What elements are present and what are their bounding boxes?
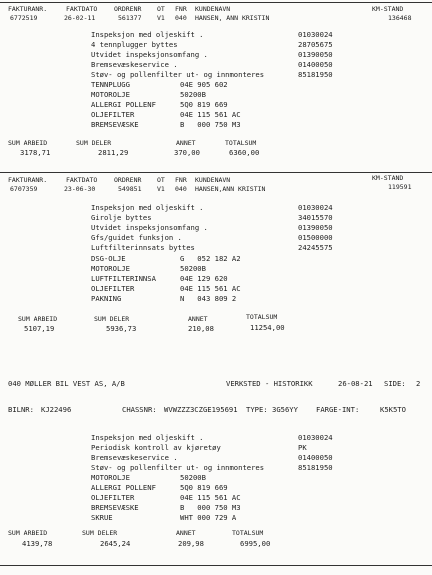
part-name: OLJEFILTER <box>91 110 135 119</box>
part-name: PAKNING <box>91 294 122 303</box>
work-code: 01030024 <box>298 433 333 442</box>
work-item: Girolje byttes <box>91 213 152 222</box>
part-number: 50200B <box>180 264 206 273</box>
part-name: MOTOROLJE <box>91 90 130 99</box>
work-code: 01500000 <box>298 233 333 242</box>
faktdato-label: FAKTDATO <box>66 5 98 13</box>
dealer-name: 040 MØLLER BIL VEST AS, A/B <box>8 379 125 388</box>
ot-value: V1 <box>157 185 165 193</box>
part-name: OLJEFILTER <box>91 493 135 502</box>
part-number: 04E 115 561 AC <box>180 110 241 119</box>
kmstand-value: 136468 <box>388 14 412 22</box>
work-code: 01400050 <box>298 453 333 462</box>
annet-label: ANNET <box>176 139 196 147</box>
fnr-label: FNR <box>175 5 187 13</box>
totalsum-label: TOTALSUM <box>232 529 264 537</box>
type-value: 3G56YY <box>272 405 298 414</box>
sum-deler-value: 2811,29 <box>98 148 129 157</box>
fakturanr-value: 6707359 <box>10 185 38 193</box>
part-number: 04E 115 561 AC <box>180 284 241 293</box>
part-number: 04E 115 561 AC <box>180 493 241 502</box>
sum-deler-value: 5936,73 <box>106 324 137 333</box>
sum-deler-label: SUM DELER <box>94 315 130 323</box>
work-item: Utvidet inspeksjonsomfang . <box>91 223 208 232</box>
chassnr-value: WVWZZZ3CZGE195691 <box>164 405 238 414</box>
annet-value: 210,08 <box>188 324 214 333</box>
work-code: 24245575 <box>298 243 333 252</box>
totalsum-label: TOTALSUM <box>246 313 278 321</box>
part-name: SKRUE <box>91 513 113 522</box>
part-name: ALLERGI POLLENF <box>91 483 156 492</box>
sum-arbeid-label: SUM ARBEID <box>18 315 58 323</box>
work-item: Støv- og pollenfilter ut- og innmonteres <box>91 463 265 472</box>
part-number: 50200B <box>180 90 206 99</box>
totalsum-label: TOTALSUM <box>225 139 257 147</box>
work-code: 01390050 <box>298 223 333 232</box>
work-item: Utvidet inspeksjonsomfang . <box>91 50 208 59</box>
part-number: WHT 000 729 A <box>180 513 237 522</box>
part-number: N 043 809 2 <box>180 294 237 303</box>
section-rule <box>0 172 432 173</box>
part-number: G 052 182 A2 <box>180 254 241 263</box>
work-item: Gfs/guidet funksjon . <box>91 233 182 242</box>
totalsum-value: 11254,00 <box>250 323 285 332</box>
work-item: Periodisk kontroll av kjøretøy <box>91 443 221 452</box>
work-code: PK <box>298 443 307 452</box>
work-code: 01390050 <box>298 50 333 59</box>
bilnr-value: KJ22496 <box>41 405 72 414</box>
fnr-value: 040 <box>175 14 187 22</box>
annet-label: ANNET <box>188 315 208 323</box>
sum-deler-label: SUM DELER <box>76 139 112 147</box>
faktdato-value: 23-06-30 <box>64 185 96 193</box>
part-name: TENNPLUGG <box>91 80 130 89</box>
fakturanr-value: 6772519 <box>10 14 38 22</box>
annet-label: ANNET <box>176 529 196 537</box>
work-item: 4 tennplugger byttes <box>91 40 178 49</box>
totalsum-value: 6995,00 <box>240 539 271 548</box>
work-code: 01400050 <box>298 60 333 69</box>
kmstand-label: KM-STAND <box>372 174 404 182</box>
fakturanr-label: FAKTURANR. <box>8 5 48 13</box>
sum-arbeid-value: 4139,78 <box>22 539 53 548</box>
work-code: 85181950 <box>298 70 333 79</box>
sum-arbeid-value: 5107,19 <box>24 324 55 333</box>
sum-arbeid-value: 3178,71 <box>20 148 51 157</box>
ot-label: OT <box>157 176 165 184</box>
part-name: OLJEFILTER <box>91 284 135 293</box>
part-number: B 000 750 M3 <box>180 120 241 129</box>
kmstand-value: 119591 <box>388 183 412 191</box>
work-item: Inspeksjon med oljeskift . <box>91 433 204 442</box>
part-number: 04E 905 602 <box>180 80 228 89</box>
sum-deler-value: 2645,24 <box>100 539 131 548</box>
work-code: 01030024 <box>298 203 333 212</box>
bottom-rule <box>0 565 432 566</box>
part-number: 5Q0 819 669 <box>180 100 228 109</box>
report-date: 26-08-21 <box>338 379 373 388</box>
part-name: BREMSEVÆSKE <box>91 503 139 512</box>
part-name: BREMSEVÆSKE <box>91 120 139 129</box>
work-code: 34015570 <box>298 213 333 222</box>
part-number: 5Q0 819 669 <box>180 483 228 492</box>
annet-value: 209,98 <box>178 539 204 548</box>
work-code: 28705675 <box>298 40 333 49</box>
fakturanr-label: FAKTURANR. <box>8 176 48 184</box>
part-number: 50200B <box>180 473 206 482</box>
sum-deler-label: SUM DELER <box>82 529 118 537</box>
type-label: TYPE: <box>246 405 268 414</box>
work-item: Luftfilterinnsats byttes <box>91 243 195 252</box>
sum-arbeid-label: SUM ARBEID <box>8 529 48 537</box>
top-rule <box>0 2 432 3</box>
ordrenr-label: ORDRENR <box>114 176 142 184</box>
ordrenr-value: 561377 <box>118 14 142 22</box>
kundenavn-label: KUNDENAVN <box>195 176 231 184</box>
kundenavn-value: HANSEN, ANN KRISTIN <box>195 14 270 22</box>
report-title: VERKSTED - HISTORIKK <box>226 379 313 388</box>
ot-label: OT <box>157 5 165 13</box>
ordrenr-value: 549851 <box>118 185 142 193</box>
ordrenr-label: ORDRENR <box>114 5 142 13</box>
work-code: 01030024 <box>298 30 333 39</box>
work-item: Bremsevæskeservice . <box>91 60 178 69</box>
work-item: Støv- og pollenfilter ut- og innmonteres <box>91 70 265 79</box>
fnr-label: FNR <box>175 176 187 184</box>
part-name: ALLERGI POLLENF <box>91 100 156 109</box>
totalsum-value: 6360,00 <box>229 148 260 157</box>
part-name: MOTOROLJE <box>91 264 130 273</box>
chassnr-label: CHASSNR: <box>122 405 157 414</box>
sum-arbeid-label: SUM ARBEID <box>8 139 48 147</box>
work-item: Inspeksjon med oljeskift . <box>91 30 204 39</box>
part-name: MOTOROLJE <box>91 473 130 482</box>
annet-value: 370,00 <box>174 148 200 157</box>
ot-value: V1 <box>157 14 165 22</box>
bilnr-label: BILNR: <box>8 405 34 414</box>
work-code: 85181950 <box>298 463 333 472</box>
farge-value: K5K5TO <box>380 405 406 414</box>
work-item: Inspeksjon med oljeskift . <box>91 203 204 212</box>
farge-label: FARGE-INT: <box>316 405 360 414</box>
kundenavn-value: HANSEN,ANN KRISTIN <box>195 185 266 193</box>
kundenavn-label: KUNDENAVN <box>195 5 231 13</box>
faktdato-label: FAKTDATO <box>66 176 98 184</box>
part-name: DSG-OLJE <box>91 254 126 263</box>
part-name: LUFTFILTERINNSA <box>91 274 156 283</box>
fnr-value: 040 <box>175 185 187 193</box>
side-number: 2 <box>416 379 421 388</box>
part-number: 04E 129 620 <box>180 274 228 283</box>
kmstand-label: KM-STAND <box>372 5 404 13</box>
faktdato-value: 26-02-11 <box>64 14 96 22</box>
work-item: Bremsevæskeservice . <box>91 453 178 462</box>
part-number: B 000 750 M3 <box>180 503 241 512</box>
side-label: SIDE: <box>384 379 406 388</box>
